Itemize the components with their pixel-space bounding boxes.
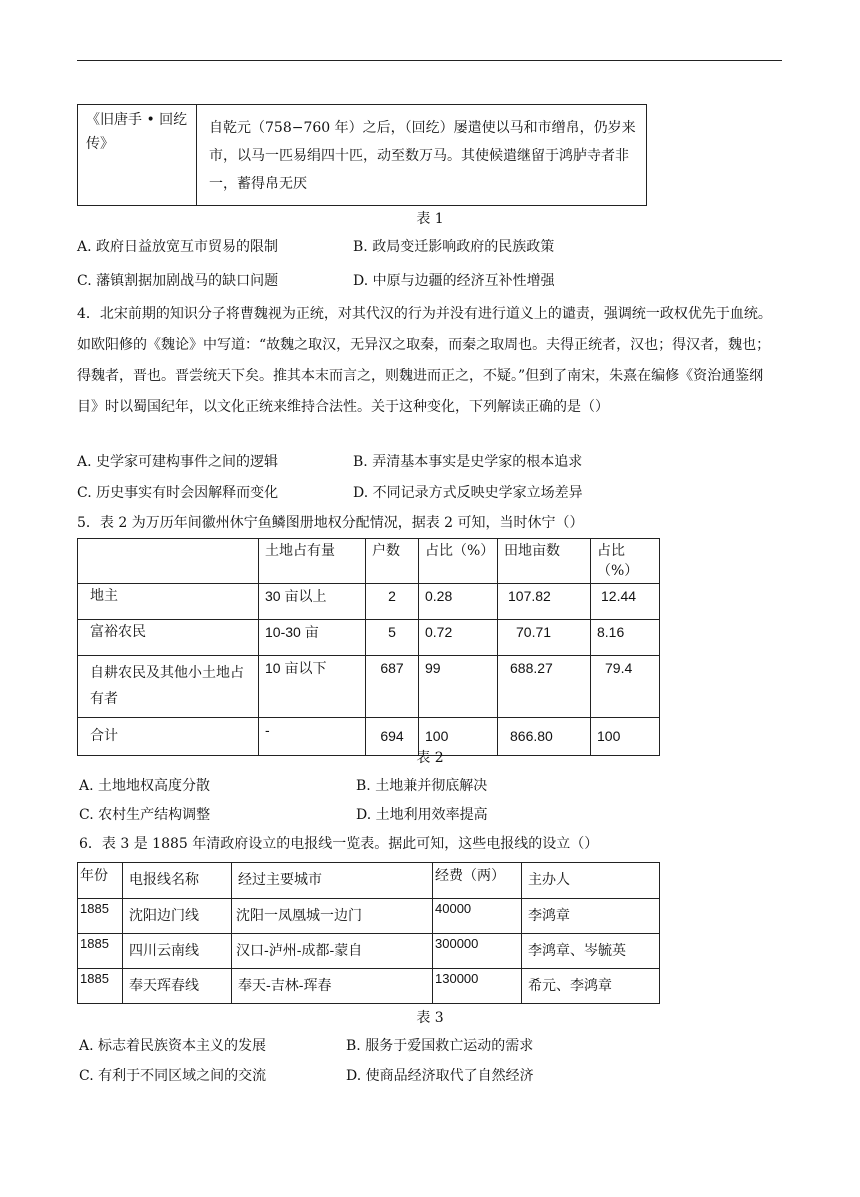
table-2-cell: 107.82 xyxy=(498,584,591,620)
table-3-cell: 沈阳边门线 xyxy=(123,899,232,934)
table-row xyxy=(78,969,660,1004)
table-3-cell: 李鸿章、岑毓英 xyxy=(522,934,660,969)
table-3-cell: 四川云南线 xyxy=(123,934,232,969)
table-2-cell: 100 xyxy=(591,718,660,756)
table-3-header-cell: 年份 xyxy=(78,863,123,899)
table-3-header-cell: 经费（两） xyxy=(433,863,522,899)
table-2-cell: 694 xyxy=(366,718,419,756)
table-2 xyxy=(77,538,660,756)
table-2-header-cell: 田地亩数 xyxy=(498,539,591,584)
table-row xyxy=(78,584,660,620)
q4-option-a: A. 史学家可建构事件之间的逻辑 xyxy=(77,454,279,470)
q6-option-d: D. 使商品经济取代了自然经济 xyxy=(346,1068,534,1084)
table-2-cell: 79.4 xyxy=(591,656,660,718)
table-3-cell: 沈阳一凤凰城一边门 xyxy=(232,899,433,934)
q3-option-d: D. 中原与边疆的经济互补性增强 xyxy=(353,273,555,289)
table-2-cell: 富裕农民 xyxy=(78,620,259,656)
table-row xyxy=(78,656,660,718)
q4-stem: 4．北宋前期的知识分子将曹魏视为正统，对其代汉的行为并没有进行道义上的谴责，强调统一政权优先于血统。如欧阳修的《魏论》中写道：“故魏之取汉，无异汉之取秦，而秦之取周也。夫得正统者，汉也；得汉者，魏也；得魏者，晋也。晋尝统天下矣。推其本末而言之，则魏进而正之，不疑。”但到了南宋，朱熹在编修《资治通鉴纲目》时以蜀国纪年，以文化正统来维持合法性。关于这种变化，下列解读正确的是（） xyxy=(77,306,772,415)
table-row xyxy=(78,934,660,969)
table-3-cell: 40000 xyxy=(433,899,522,934)
table-1-source: 《旧唐手 • 回纥传》 xyxy=(78,105,197,206)
table-2-header-cell xyxy=(78,539,259,584)
q5-option-a: A. 土地地权高度分散 xyxy=(79,778,211,794)
table-2-header-cell: 土地占有量 xyxy=(259,539,366,584)
table-2-cell: 10-30 亩 xyxy=(259,620,366,656)
q4-option-d: D. 不同记录方式反映史学家立场差异 xyxy=(353,485,583,501)
table-2-cell: 10 亩以下 xyxy=(259,656,366,718)
q6-option-b: B. 服务于爱国救亡运动的需求 xyxy=(346,1038,534,1054)
table-3-cell: 130000 xyxy=(433,969,522,1004)
q4-option-b: B. 弄清基本事实是史学家的根本追求 xyxy=(353,454,583,470)
table-2-cell: 99 xyxy=(419,656,498,718)
table-3-header-cell: 电报线名称 xyxy=(123,863,232,899)
table-1 xyxy=(77,104,647,206)
table-1-caption: 表 1 xyxy=(416,211,444,227)
table-3-cell: 300000 xyxy=(433,934,522,969)
q5-option-b: B. 土地兼并彻底解决 xyxy=(356,778,488,794)
q5-option-c: C. 农村生产结构调整 xyxy=(79,807,211,823)
table-3-cell: 1885 xyxy=(78,934,123,969)
q6-stem: 6．表 3 是 1885 年清政府设立的电报线一览表。据此可知，这些电报线的设立（） xyxy=(79,836,599,852)
q6-option-c: C. 有利于不同区域之间的交流 xyxy=(79,1068,267,1084)
table-2-cell: 自耕农民及其他小土地占有者 xyxy=(78,656,259,718)
table-2-header-cell: 户数 xyxy=(366,539,419,584)
table-3-cell: 1885 xyxy=(78,899,123,934)
table-2-cell: 100 xyxy=(419,718,498,756)
table-2-cell: 8.16 xyxy=(591,620,660,656)
table-2-cell: 70.71 xyxy=(498,620,591,656)
table-3-header-cell: 经过主要城市 xyxy=(232,863,433,899)
table-2-caption: 表 2 xyxy=(416,750,444,766)
table-2-cell: 0.72 xyxy=(419,620,498,656)
table-3-cell: 汉口-泸州-成都-蒙自 xyxy=(232,934,433,969)
table-3-cell: 1885 xyxy=(78,969,123,1004)
q5-option-d: D. 土地利用效率提高 xyxy=(356,807,488,823)
table-2-header-cell: 占比（%） xyxy=(591,539,660,584)
table-2-cell: - xyxy=(259,718,366,756)
table-2-cell: 0.28 xyxy=(419,584,498,620)
table-2-cell: 地主 xyxy=(78,584,259,620)
table-2-cell: 687 xyxy=(366,656,419,718)
table-2-header-row xyxy=(78,539,660,584)
table-2-cell: 5 xyxy=(366,620,419,656)
table-row xyxy=(78,899,660,934)
table-3-cell: 奉天珲春线 xyxy=(123,969,232,1004)
table-2-cell: 866.80 xyxy=(498,718,591,756)
q6-option-a: A. 标志着民族资本主义的发展 xyxy=(79,1038,267,1054)
table-3-cell: 希元、李鸿章 xyxy=(522,969,660,1004)
table-row xyxy=(78,620,660,656)
top-rule xyxy=(77,60,782,61)
q4-option-c: C. 历史事实有时会因解释而变化 xyxy=(77,485,279,501)
q3-option-c: C. 藩镇割据加剧战马的缺口问题 xyxy=(77,273,279,289)
table-3-caption: 表 3 xyxy=(416,1010,444,1026)
table-2-cell: 合计 xyxy=(78,718,259,756)
table-2-cell: 688.27 xyxy=(498,656,591,718)
q5-stem: 5．表 2 为万历年间徽州休宁鱼鳞图册地权分配情况，据表 2 可知，当时休宁（） xyxy=(77,515,584,531)
table-3-header-row xyxy=(78,863,660,899)
table-2-cell: 30 亩以上 xyxy=(259,584,366,620)
table-1-text: 自乾元（758−760 年）之后，（回纥）屡遣使以马和市缯帛，仍岁来市，以马一匹易绢四十匹，动至数万马。其使候遣继留于鸿胪寺者非一，蓄得帛无厌 xyxy=(197,105,647,206)
table-3-cell: 奉天-吉林-珲春 xyxy=(232,969,433,1004)
table-3 xyxy=(77,862,660,1004)
table-3-header-cell: 主办人 xyxy=(522,863,660,899)
table-2-header-cell: 占比（%） xyxy=(419,539,498,584)
table-2-cell: 2 xyxy=(366,584,419,620)
q3-option-a: A. 政府日益放宽互市贸易的限制 xyxy=(77,239,279,255)
q3-option-b: B. 政局变迁影响政府的民族政策 xyxy=(353,239,555,255)
table-3-cell: 李鸿章 xyxy=(522,899,660,934)
table-2-cell: 12.44 xyxy=(591,584,660,620)
